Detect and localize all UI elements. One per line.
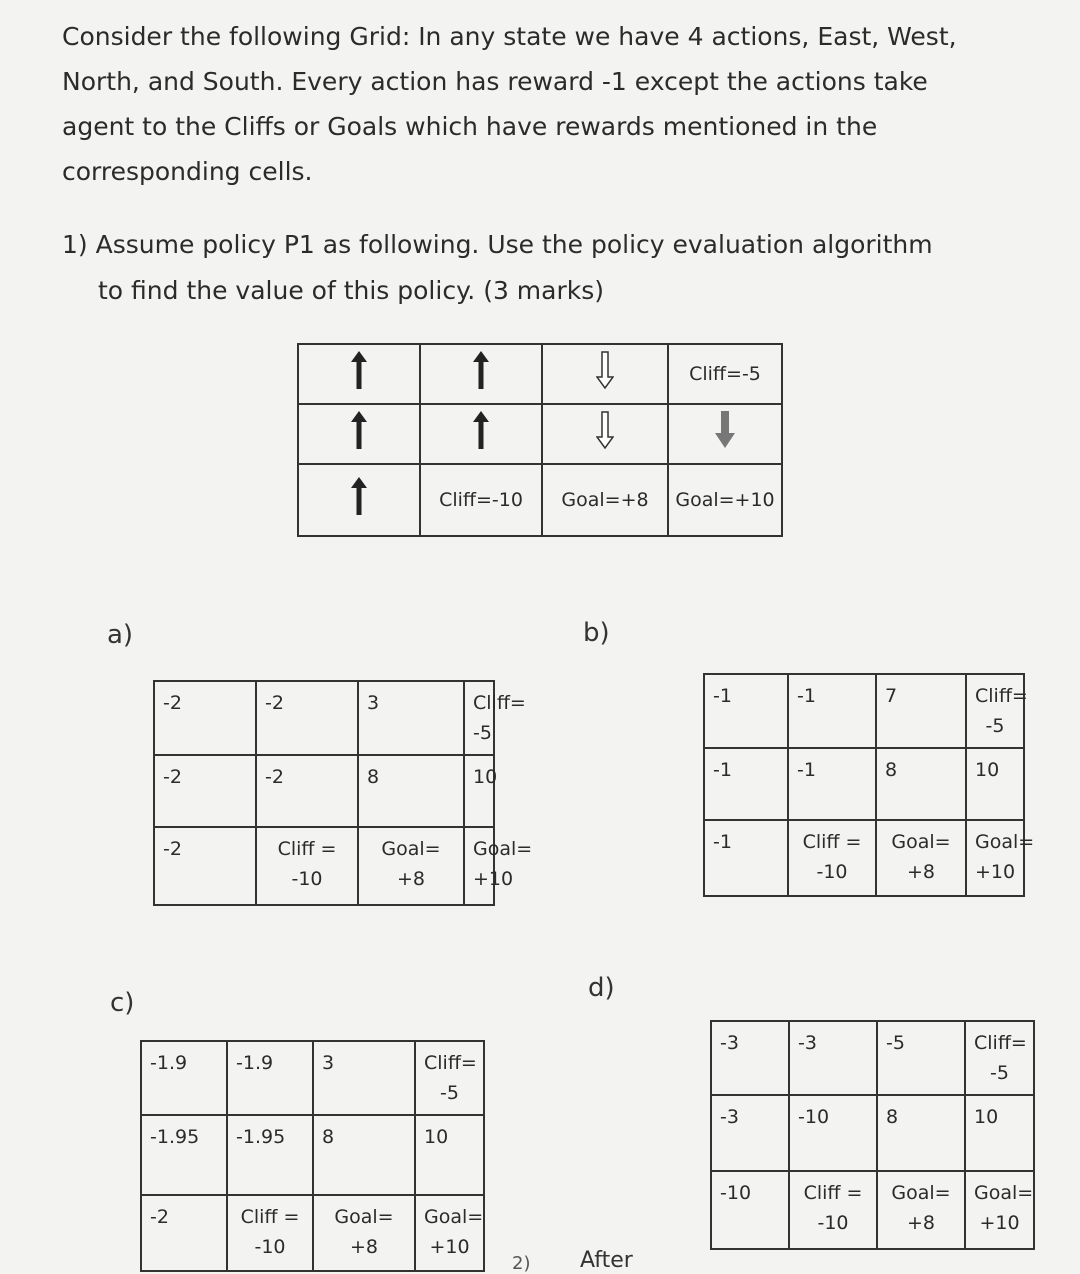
arrow-down-icon: [596, 351, 614, 398]
value-cell: -2: [256, 681, 358, 755]
value-cell: 8: [358, 755, 464, 827]
value-cell: 10: [464, 755, 494, 827]
value-cell: 10: [415, 1115, 484, 1195]
policy-cell: [542, 344, 668, 404]
value-cell: 8: [313, 1115, 415, 1195]
question-2-number: 2): [512, 1253, 531, 1274]
policy-cell: [542, 404, 668, 464]
policy-cell: [298, 404, 420, 464]
grid-d: [710, 1020, 1035, 1250]
option-d-label: d): [588, 973, 615, 1003]
policy-cell-goal: Goal=+8: [542, 464, 668, 536]
option-b-label: b): [583, 618, 610, 648]
value-cell: -1: [788, 674, 876, 748]
value-cell: -2: [154, 827, 256, 905]
policy-cell: [298, 464, 420, 536]
value-cell: 3: [358, 681, 464, 755]
policy-cell: [668, 404, 782, 464]
policy-cell: [420, 404, 542, 464]
cliff-cell: Cliff= -5: [966, 674, 1024, 748]
value-cell: 3: [313, 1041, 415, 1115]
value-cell: -10: [789, 1095, 877, 1171]
goal-cell: Goal= +10: [966, 820, 1024, 896]
value-cell: 7: [876, 674, 966, 748]
arrow-up-icon: [351, 477, 367, 524]
value-cell: -3: [711, 1021, 789, 1095]
intro-line-2: North, and South. Every action has reward -1 except the actions take: [62, 67, 928, 96]
value-cell: -10: [711, 1171, 789, 1249]
goal-cell: Goal= +8: [358, 827, 464, 905]
grid-c: [140, 1040, 485, 1272]
cliff-cell: Cliff= -5: [415, 1041, 484, 1115]
value-cell: -1: [788, 748, 876, 820]
arrow-up-icon: [351, 351, 367, 398]
value-cell: 10: [966, 748, 1024, 820]
value-cell: -5: [877, 1021, 965, 1095]
after-text: After: [580, 1248, 633, 1273]
arrow-down-icon: [715, 411, 735, 458]
question-1: [62, 222, 933, 314]
arrow-up-icon: [473, 351, 489, 398]
question-line-1: 1) Assume policy P1 as following. Use the policy evaluation algorithm: [62, 230, 933, 259]
value-cell: -1.9: [227, 1041, 313, 1115]
intro-line-1: Consider the following Grid: In any state we have 4 actions, East, West,: [62, 22, 957, 51]
cliff-cell: Cliff= -5: [464, 681, 494, 755]
goal-cell: Goal= +8: [876, 820, 966, 896]
arrow-up-icon: [473, 411, 489, 458]
cliff-cell: Cliff = -10: [788, 820, 876, 896]
value-cell: 8: [876, 748, 966, 820]
goal-cell: Goal= +10: [415, 1195, 484, 1271]
value-cell: -1.95: [227, 1115, 313, 1195]
question-line-2: to find the value of this policy. (3 marks): [98, 276, 605, 305]
option-a-label: a): [107, 620, 134, 650]
goal-cell: Goal= +8: [877, 1171, 965, 1249]
value-cell: -1: [704, 748, 788, 820]
policy-cell-goal: Goal=+10: [668, 464, 782, 536]
value-cell: -1.95: [141, 1115, 227, 1195]
arrow-down-icon: [596, 411, 614, 458]
goal-cell: Goal= +10: [464, 827, 494, 905]
cliff-cell: Cliff = -10: [256, 827, 358, 905]
intro-line-4: corresponding cells.: [62, 157, 313, 186]
value-cell: -1: [704, 674, 788, 748]
value-cell: -2: [141, 1195, 227, 1271]
cliff-cell: Cliff = -10: [789, 1171, 877, 1249]
policy-cell-cliff: Cliff=-10: [420, 464, 542, 536]
cliff-cell: Cliff = -10: [227, 1195, 313, 1271]
grid-b: [703, 673, 1035, 897]
option-c-label: c): [110, 988, 135, 1018]
value-cell: -2: [154, 681, 256, 755]
value-cell: 8: [877, 1095, 965, 1171]
arrow-up-icon: [351, 411, 367, 458]
policy-cell-cliff: Cliff=-5: [668, 344, 782, 404]
value-cell: -1.9: [141, 1041, 227, 1115]
intro-line-3: agent to the Cliffs or Goals which have rewards mentioned in the: [62, 112, 878, 141]
policy-cell: [420, 344, 542, 404]
goal-cell: Goal= +8: [313, 1195, 415, 1271]
value-cell: -3: [789, 1021, 877, 1095]
value-cell: -3: [711, 1095, 789, 1171]
value-cell: -2: [256, 755, 358, 827]
value-cell: -1: [704, 820, 788, 896]
grid-a: [153, 680, 533, 906]
value-cell: 10: [965, 1095, 1034, 1171]
cliff-cell: Cliff= -5: [965, 1021, 1034, 1095]
intro-paragraph: [62, 14, 1052, 194]
goal-cell: Goal= +10: [965, 1171, 1034, 1249]
value-cell: -2: [154, 755, 256, 827]
policy-cell: [298, 344, 420, 404]
policy-grid: [297, 343, 783, 537]
